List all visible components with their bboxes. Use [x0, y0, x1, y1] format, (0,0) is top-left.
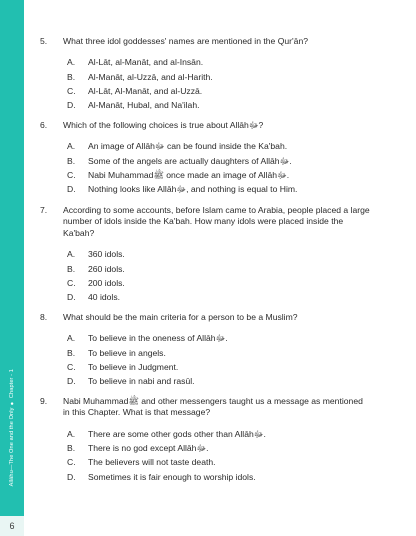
- question-number: 9.: [40, 396, 48, 406]
- option-list: [67, 55, 370, 112]
- option-letter: B.: [67, 71, 76, 82]
- option-text: Some of the angels are actually daughters of Allāhﷻ.: [88, 155, 292, 166]
- option-c: [67, 455, 370, 469]
- question-number: 5.: [40, 36, 48, 46]
- option-letter: A.: [67, 141, 76, 152]
- option-letter: A.: [67, 428, 76, 439]
- option-text: 360 idols.: [88, 249, 125, 260]
- option-d: [67, 374, 370, 388]
- option-text: To believe in the oneness of Allāhﷻ.: [88, 333, 228, 344]
- question-text: Nabi Muhammadﷺ and other messengers taught us a message as mentioned in this Chapter. What is that message?: [63, 396, 363, 418]
- option-text: To believe in angels.: [88, 347, 166, 358]
- question-6: [40, 120, 370, 197]
- option-c: [67, 84, 370, 98]
- option-letter: C.: [67, 457, 76, 468]
- option-text: The believers will not taste death.: [88, 457, 216, 468]
- chapter-caption-text: Allāhu—The One and the Only ● Chapter - 1: [9, 368, 15, 487]
- option-d: [67, 98, 370, 112]
- option-letter: C.: [67, 170, 76, 180]
- option-b: [67, 441, 370, 455]
- option-text: Al-Manāt, al-Uzzā, and al-Harith.: [88, 71, 213, 82]
- option-text: There are some other gods other than Allāhﷻ.: [88, 428, 266, 439]
- option-letter: B.: [67, 263, 76, 274]
- option-letter: D.: [67, 184, 76, 195]
- question-text: According to some accounts, before Islam came to Arabia, people placed a large number of idols inside the Ka'bah. How many idols were placed inside the Ka'bah?: [63, 205, 370, 238]
- sidebar-band: [0, 0, 24, 536]
- option-c: [67, 168, 370, 182]
- option-text: Sometimes it is fair enough to worship idols.: [88, 471, 256, 482]
- option-list: [67, 247, 370, 304]
- question-9: [40, 396, 370, 484]
- option-letter: C.: [67, 277, 76, 288]
- option-text: To believe in Judgment.: [88, 362, 179, 372]
- question-5: [40, 36, 370, 113]
- option-text: An image of Allāhﷻ can be found inside the Ka'bah.: [88, 141, 288, 152]
- question-7: [40, 205, 370, 304]
- option-list: [67, 331, 370, 388]
- page-number: 6: [0, 516, 24, 536]
- option-letter: A.: [67, 249, 76, 260]
- option-letter: B.: [67, 443, 76, 454]
- option-b: [67, 154, 370, 168]
- option-letter: D.: [67, 100, 76, 111]
- option-a: [67, 331, 370, 345]
- option-text: Al-Lāt, al-Manāt, and al-Insān.: [88, 57, 204, 68]
- option-a: [67, 139, 370, 153]
- option-d: [67, 470, 370, 484]
- option-text: 40 idols.: [88, 292, 121, 303]
- option-text: To believe in nabi and rasūl.: [88, 376, 195, 387]
- question-number: 6.: [40, 120, 48, 130]
- option-list: [67, 139, 370, 196]
- option-list: [67, 427, 370, 484]
- option-c: [67, 360, 370, 374]
- option-letter: D.: [67, 292, 76, 303]
- question-number: 8.: [40, 312, 48, 322]
- option-a: [67, 247, 370, 261]
- option-a: [67, 427, 370, 441]
- option-letter: C.: [67, 86, 76, 96]
- option-text: Al-Manāt, Hubal, and Na'ilah.: [88, 100, 200, 111]
- option-b: [67, 70, 370, 84]
- question-text: What three idol goddesses' names are mentioned in the Qur'ān?: [63, 36, 309, 46]
- question-text: What should be the main criteria for a person to be a Muslim?: [63, 312, 298, 322]
- option-text: There is no god except Allāhﷻ.: [88, 443, 209, 454]
- option-letter: C.: [67, 362, 76, 372]
- question-number: 7.: [40, 205, 48, 215]
- option-letter: D.: [67, 376, 76, 387]
- question-text: Which of the following choices is true about Allāhﷻ?: [63, 120, 264, 130]
- option-text: Al-Lāt, Al-Manāt, and al-Uzzā.: [88, 86, 203, 96]
- option-c: [67, 276, 370, 290]
- option-d: [67, 290, 370, 304]
- option-d: [67, 182, 370, 196]
- option-letter: B.: [67, 155, 76, 166]
- option-letter: D.: [67, 471, 76, 482]
- option-b: [67, 262, 370, 276]
- option-letter: A.: [67, 333, 76, 344]
- option-text: Nabi Muhammadﷺ once made an image of Allāhﷻ.: [88, 170, 290, 180]
- option-letter: B.: [67, 347, 76, 358]
- option-a: [67, 55, 370, 69]
- question-8: [40, 312, 370, 389]
- option-text: 200 idols.: [88, 277, 125, 288]
- option-b: [67, 346, 370, 360]
- option-text: 260 idols.: [88, 263, 125, 274]
- chapter-caption: [4, 340, 20, 515]
- option-letter: A.: [67, 57, 76, 68]
- option-text: Nothing looks like Allāhﷻ, and nothing is equal to Him.: [88, 184, 298, 195]
